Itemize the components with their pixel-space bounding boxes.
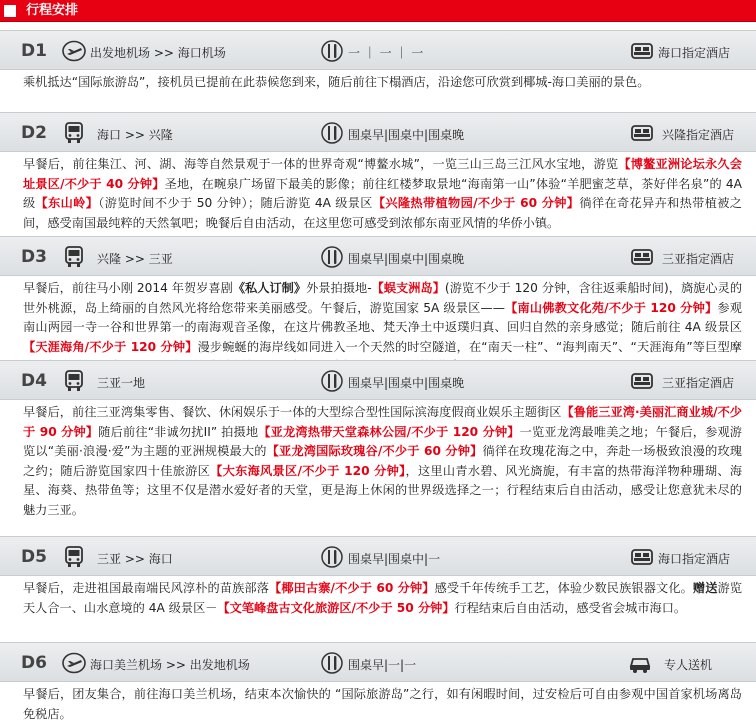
meal-icon: [320, 122, 344, 144]
day-meals: 围桌早|围桌中|一: [348, 552, 441, 566]
bed-icon: [630, 546, 654, 568]
day-block: [0, 536, 756, 622]
section-title: 行程安排: [26, 3, 79, 18]
bed-icon: [630, 370, 654, 392]
highlight-attraction: 【蜈支洲岛】: [371, 281, 445, 295]
description-text: 游览天人合一、山水意境的 4A 级景区－: [23, 581, 743, 615]
description-text: 早餐后，前往三亚湾集零售、餐饮、休闲娱乐于一体的大型综合型性国际滨海度假商业娱乐主题街区: [23, 405, 562, 419]
description-text: 一览亚龙湾最唯美之地；午餐后，参观游览以“美丽·浪漫·爱”为主题的亚洲规模最大的: [23, 424, 742, 458]
header-square-icon: [4, 5, 16, 17]
highlight-attraction: 【博鳌亚洲论坛永久会址景区/不少于 40 分钟】: [23, 157, 742, 191]
description-text: 徜徉在奇花异卉和热带植被之间，感受南国最纯粹的天然氧吧；晚餐后自由活动，在这里您可感受到浓郁东南亚风情的华侨小镇。: [23, 196, 742, 230]
section-header: [0, 0, 756, 22]
day-block: [0, 30, 756, 97]
description-text: （游览时间不少于 50 分钟）；随后游览 4A 级景区: [98, 196, 373, 210]
day-route: 海口 >> 兴隆: [97, 128, 173, 142]
description-text: 乘机抵达“国际旅游岛”，接机员已提前在此恭候您到来，随后前往下榻酒店，沿途您可欣赏到椰城-海口美丽的景色。: [23, 75, 650, 89]
day-hotel: 海口指定酒店: [658, 46, 731, 60]
highlight-attraction: 【天涯海角/不少于 120 分钟】: [23, 339, 198, 354]
day-header: [0, 642, 756, 682]
day-number: D1: [21, 41, 47, 61]
bus-icon: [62, 370, 86, 392]
day-hotel: 三亚指定酒店: [662, 252, 735, 266]
day-block: [0, 360, 756, 524]
day-description: [0, 682, 756, 724]
meal-icon: [320, 546, 344, 568]
day-number: D2: [21, 123, 47, 143]
description-text: 早餐后，前往马小刚 2014 年贺岁喜剧: [23, 281, 233, 295]
description-text: 赠送: [692, 581, 718, 595]
day-number: D4: [21, 371, 47, 391]
description-text: 徜徉在玫瑰花海之中，奔赴一场极致浪漫的玫瑰之约；随后游览国家四十佳旅游区: [23, 444, 742, 478]
description-text: 《私人订制》: [232, 281, 307, 295]
day-number: D6: [21, 653, 47, 673]
description-text: (游览不少于 120 分钟，含往返乘船时间)，旖旎心灵的世外桃源，岛上绮丽的自然风光将给您带来美丽感受。午餐后，游览国家 5A 级景区——: [23, 281, 743, 315]
day-hotel: 海口指定酒店: [658, 552, 731, 566]
day-header: [0, 536, 756, 576]
bed-icon: [630, 40, 654, 62]
highlight-attraction: 【南山佛教文化苑/不少于 120 分钟】: [504, 300, 718, 315]
highlight-attraction: 【东山岭】: [35, 196, 99, 210]
day-header: [0, 30, 756, 70]
day-hotel: 专人送机: [664, 658, 713, 672]
highlight-attraction: 【鲁能三亚湾·美丽汇商业城/不少于 90 分钟】: [23, 405, 742, 439]
day-meals: 围桌早|围桌中|围桌晚: [348, 376, 465, 390]
day-header: [0, 236, 756, 276]
day-block: [0, 642, 756, 724]
day-hotel: 兴隆指定酒店: [662, 128, 735, 142]
day-route: 三亚一地: [97, 376, 146, 390]
meal-icon: [320, 246, 344, 268]
bus-icon: [62, 122, 86, 144]
description-text: 感受千年传统手工艺，体验少数民族银器文化。: [434, 581, 693, 595]
highlight-attraction: 【大东海风景区/不少于 120 分钟】: [210, 463, 406, 478]
meal-icon: [320, 652, 344, 674]
description-text: 漫步蜿蜒的海岸线如同进入一个天然的时空隧道，在“南天一柱”、“海判南天”、“天涯海角”等巨型摩: [197, 339, 742, 354]
day-description: [0, 70, 756, 97]
day-hotel: 三亚指定酒店: [662, 376, 735, 390]
description-text: ，这里山青水碧、风光旖旎，有丰富的热带海洋物种珊瑚、海星、海葵、热带鱼等；这里不仅是潜水爱好者的天堂，更是海上休闲的世界级选择之一；行程结束后自由活动，感受让您意犹未尽的魅力三亚。: [23, 463, 743, 517]
day-description: [0, 152, 756, 237]
day-number: D5: [21, 547, 47, 567]
highlight-attraction: 【文笔峰盘古文化旅游区/不少于 50 分钟】: [217, 600, 455, 615]
car-icon: [628, 652, 652, 674]
description-text: 圣地，在畹泉广场留下最美的影像；前往红楼梦取景地“海南第一山”体验“羊肥蜜芝草，茶好伴名泉”的 4A 级: [23, 176, 742, 210]
description-text: 外景拍摄地-: [306, 281, 372, 295]
description-text: 参观南山两园一寺一谷和世界第一的南海观音圣像，在这片佛教圣地、梵天净土中返璞归真、回归自然的亲身感觉；随后前往 4A 级景区: [23, 300, 742, 334]
bus-icon: [62, 546, 86, 568]
day-description: [0, 400, 756, 524]
bed-icon: [630, 246, 654, 268]
day-meals: 围桌早|围桌中|围桌晚: [348, 128, 465, 142]
description-text: 早餐后，团友集合，前往海口美兰机场，结束本次愉快的 “国际旅游岛”之行，如有闲暇时间，过安检后可自由参观中国首家机场离岛免税店。: [23, 687, 742, 721]
day-description: [0, 576, 756, 622]
description-text: 行程结束后自由活动，感受省会城市海口。: [454, 600, 687, 615]
highlight-attraction: 【亚龙湾国际玫瑰谷/不少于 60 分钟】: [266, 444, 483, 458]
day-number: D3: [21, 247, 47, 267]
plane-icon: [62, 40, 86, 62]
meal-icon: [320, 370, 344, 392]
day-header: [0, 360, 756, 400]
day-meals: 围桌早|一|一: [348, 658, 417, 672]
plane-icon: [62, 652, 86, 674]
day-route: 海口美兰机场 >> 出发地机场: [90, 658, 250, 672]
highlight-attraction: 【椰田古寨/不少于 60 分钟】: [269, 581, 435, 595]
day-route: 兴隆 >> 三亚: [97, 252, 173, 266]
bed-icon: [630, 122, 654, 144]
day-block: [0, 112, 756, 237]
day-meals: 一 ｜ 一 ｜ 一: [348, 46, 424, 60]
description-text: 随后前往“非诚勿扰II” 拍摄地: [98, 424, 259, 439]
day-route: 三亚 >> 海口: [97, 552, 173, 566]
highlight-attraction: 【亚龙湾热带天堂森林公园/不少于 120 分钟】: [258, 424, 520, 439]
day-block: [0, 236, 756, 381]
description-text: 早餐后，走进祖国最南端民风淳朴的苗族部落: [23, 581, 270, 595]
bus-icon: [62, 246, 86, 268]
meal-icon: [320, 40, 344, 62]
day-route: 出发地机场 >> 海口机场: [90, 46, 226, 60]
description-text: 早餐后，前往集江、河、湖、海等自然景观于一体的世界奇观“博鳌水城”，一览三山三岛三江风水宝地，游览: [23, 157, 619, 171]
highlight-attraction: 【兴隆热带植物园/不少于 60 分钟】: [372, 196, 580, 210]
day-header: [0, 112, 756, 152]
day-meals: 围桌早|围桌中|围桌晚: [348, 252, 465, 266]
